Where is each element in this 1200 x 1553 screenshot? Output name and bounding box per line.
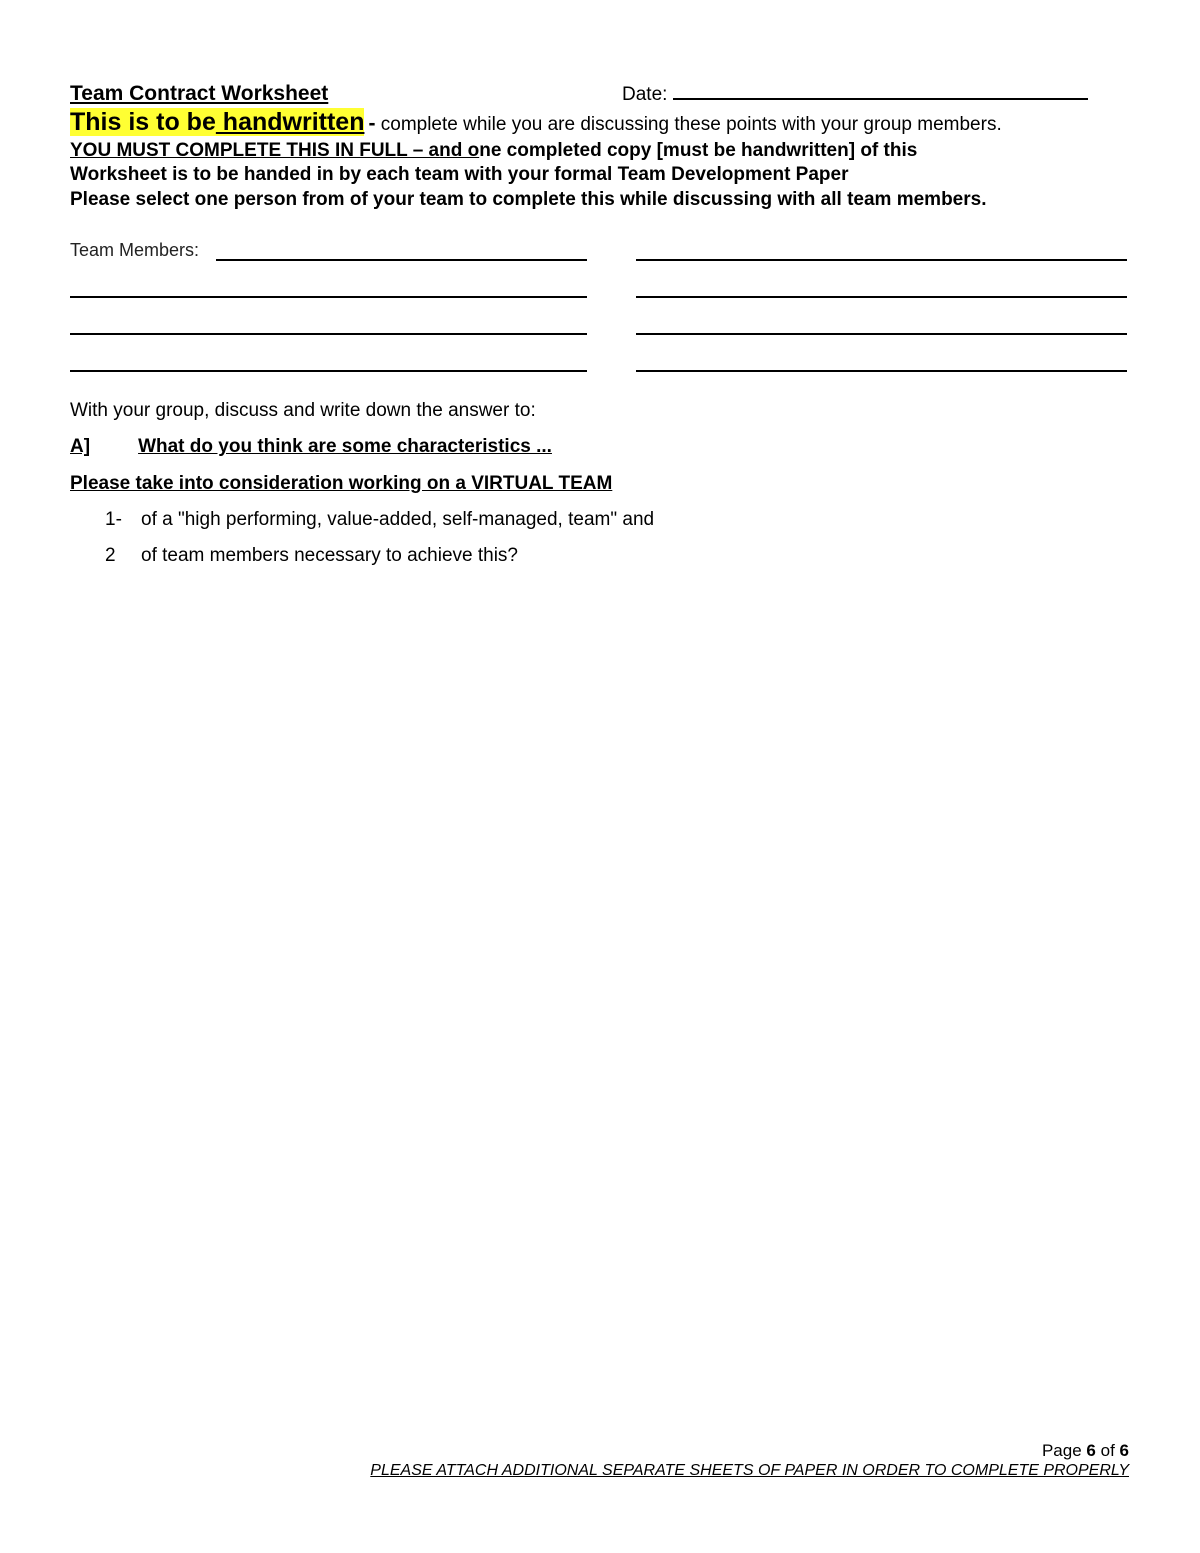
member-line — [636, 370, 1127, 372]
page-of: of — [1100, 1441, 1115, 1460]
footer-note: PLEASE ATTACH ADDITIONAL SEPARATE SHEETS OF PAPER IN ORDER TO COMPLETE PROPERLY — [370, 1462, 1129, 1479]
instruction-line-1 — [70, 140, 917, 162]
member-line — [636, 259, 1127, 261]
team-members-label: Team Members: — [70, 240, 200, 260]
handwritten-part2: handwritten — [215, 108, 365, 136]
member-line — [70, 296, 587, 298]
list-item-number: 2 — [105, 545, 116, 566]
instruction-line-3: Please select one person from of your team to complete this while discussing with all team members. — [70, 189, 987, 210]
page-number — [1042, 1441, 1129, 1461]
list-item-number: 1- — [105, 509, 122, 530]
worksheet-title: Team Contract Worksheet — [70, 82, 329, 105]
member-line — [70, 370, 587, 372]
page-word: Page — [1041, 1441, 1082, 1460]
list-item-text: of a "high performing, value-added, self-managed, team" and — [141, 509, 655, 530]
date-blank-line — [673, 84, 1088, 100]
member-line — [636, 296, 1127, 298]
header-row — [70, 82, 1130, 108]
date-field — [622, 84, 1088, 106]
handwritten-dash: - — [368, 112, 376, 135]
instruction-underlined: YOU MUST COMPLETE THIS IN FULL – and o — [70, 140, 480, 161]
date-label: Date: — [622, 84, 668, 105]
instruction-line-2: Worksheet is to be handed in by each team with your formal Team Development Paper — [70, 164, 849, 185]
member-line — [70, 333, 587, 335]
page-current: 6 — [1086, 1441, 1096, 1460]
handwritten-highlight — [70, 108, 364, 136]
handwritten-notice — [70, 108, 1002, 137]
question-text: What do you think are some characteristics ... — [138, 436, 552, 457]
question-label: A] — [70, 436, 91, 457]
page-total: 6 — [1119, 1441, 1129, 1460]
question-a — [70, 436, 552, 458]
instruction-line-1-rest: ne completed copy [must be handwritten] of this — [479, 140, 918, 161]
handwritten-part1: This is to be — [70, 108, 216, 136]
discussion-intro: With your group, discuss and write down the answer to: — [70, 400, 536, 421]
member-line — [636, 333, 1127, 335]
list-item-text: of team members necessary to achieve this? — [141, 545, 519, 566]
virtual-team-note: Please take into consideration working on a VIRTUAL TEAM — [70, 473, 613, 494]
member-line — [216, 259, 587, 261]
handwritten-rest: complete while you are discussing these points with your group members. — [375, 114, 1002, 135]
